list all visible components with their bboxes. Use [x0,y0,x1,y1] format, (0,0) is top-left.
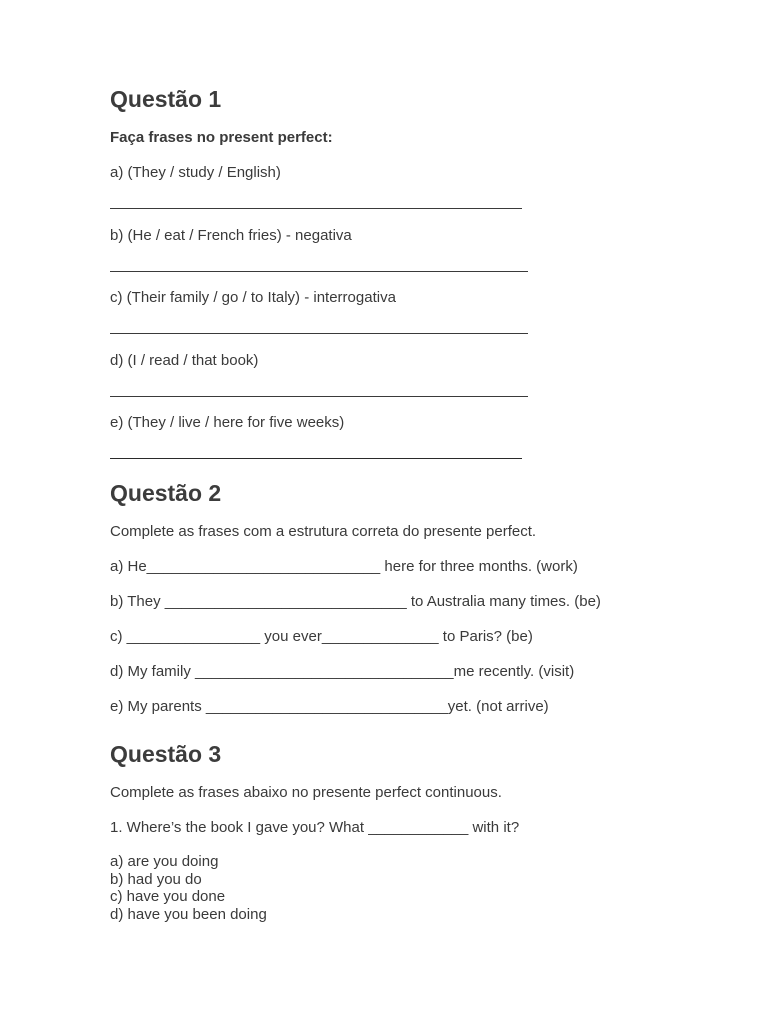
q1-title: Questão 1 [110,86,222,112]
q3-question: 1. Where’s the book I gave you? What ____________ with it? [110,819,520,836]
q1-item-c: c) (Their family / go / to Italy) - interrogativa [110,289,396,306]
q3-option-a: a) are you doing [110,853,219,870]
q1-item-d: d) (I / read / that book) [110,352,259,369]
q1-item-e: e) (They / live / here for five weeks) [110,414,345,431]
q3-option-d: d) have you been doing [110,905,267,923]
q2-item-e: e) My parents _____________________________yet. (not arrive) [110,698,549,715]
q2-item-a: a) He____________________________ here for three months. (work) [110,558,578,575]
q3-instruction: Complete as frases abaixo no presente perfect continuous. [110,784,502,801]
q2-item-b: b) They _____________________________ to Australia many times. (be) [110,593,601,610]
q3-title: Questão 3 [110,741,222,767]
q1-answer-line-a [110,208,522,209]
q1-answer-line-d [110,396,528,397]
q2-instruction: Complete as frases com a estrutura correta do presente perfect. [110,523,537,540]
q1-answer-line-b [110,271,528,272]
q3-option-b: b) had you do [110,870,202,888]
q1-item-a: a) (They / study / English) [110,164,281,181]
q2-item-c: c) ________________ you ever______________ to Paris? (be) [110,628,533,645]
q2-title: Questão 2 [110,480,222,506]
q1-item-b: b) (He / eat / French fries) - negativa [110,227,352,244]
q1-answer-line-c [110,333,528,334]
q1-instruction: Faça frases no present perfect: [110,129,333,146]
q1-answer-line-e [110,458,522,459]
q3-options [110,853,267,923]
q3-option-c: c) have you done [110,888,226,905]
q2-item-d: d) My family _______________________________me recently. (visit) [110,663,575,680]
